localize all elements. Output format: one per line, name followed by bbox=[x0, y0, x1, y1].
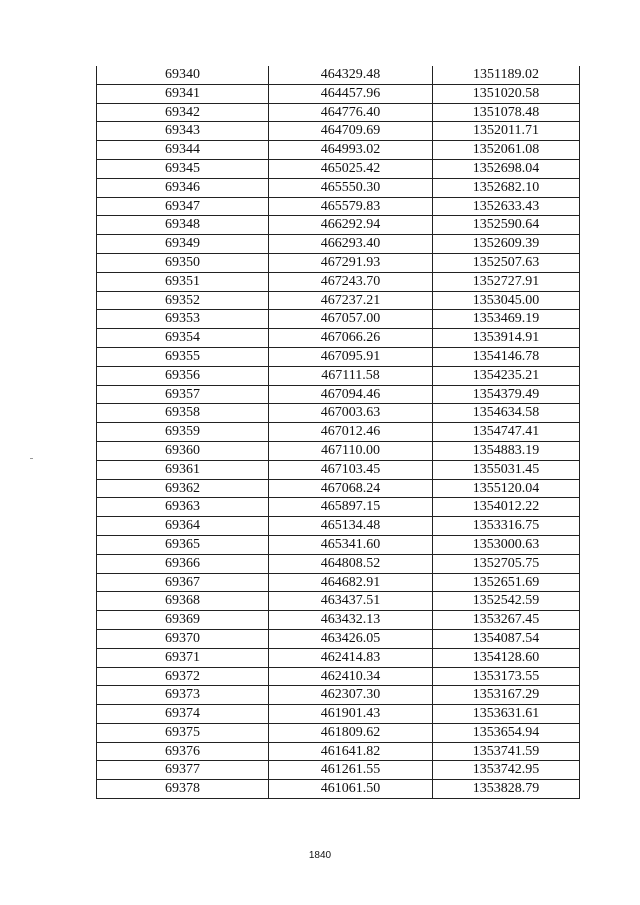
table-row bbox=[97, 423, 580, 442]
x-coordinate-cell: 461061.50 bbox=[269, 780, 433, 799]
y-coordinate-cell: 1354146.78 bbox=[433, 347, 580, 366]
point-id-cell: 69353 bbox=[97, 310, 269, 329]
y-coordinate-cell: 1354379.49 bbox=[433, 385, 580, 404]
table-row bbox=[97, 347, 580, 366]
x-coordinate-cell: 464776.40 bbox=[269, 103, 433, 122]
point-id-cell: 69364 bbox=[97, 517, 269, 536]
y-coordinate-cell: 1353167.29 bbox=[433, 686, 580, 705]
y-coordinate-cell: 1351020.58 bbox=[433, 84, 580, 103]
point-id-cell: 69365 bbox=[97, 535, 269, 554]
table-row bbox=[97, 742, 580, 761]
y-coordinate-cell: 1352590.64 bbox=[433, 216, 580, 235]
point-id-cell: 69359 bbox=[97, 423, 269, 442]
y-coordinate-cell: 1352682.10 bbox=[433, 178, 580, 197]
scan-mark bbox=[30, 458, 33, 459]
x-coordinate-cell: 462414.83 bbox=[269, 648, 433, 667]
point-id-cell: 69357 bbox=[97, 385, 269, 404]
page-number: 1840 bbox=[308, 850, 332, 861]
y-coordinate-cell: 1352705.75 bbox=[433, 554, 580, 573]
table-row bbox=[97, 197, 580, 216]
point-id-cell: 69360 bbox=[97, 441, 269, 460]
x-coordinate-cell: 461809.62 bbox=[269, 723, 433, 742]
table-row bbox=[97, 84, 580, 103]
y-coordinate-cell: 1352727.91 bbox=[433, 272, 580, 291]
y-coordinate-cell: 1352507.63 bbox=[433, 253, 580, 272]
y-coordinate-cell: 1353631.61 bbox=[433, 705, 580, 724]
point-id-cell: 69378 bbox=[97, 780, 269, 799]
x-coordinate-cell: 461901.43 bbox=[269, 705, 433, 724]
y-coordinate-cell: 1352011.71 bbox=[433, 122, 580, 141]
table-row bbox=[97, 235, 580, 254]
table-row bbox=[97, 629, 580, 648]
x-coordinate-cell: 464457.96 bbox=[269, 84, 433, 103]
x-coordinate-cell: 467110.00 bbox=[269, 441, 433, 460]
point-id-cell: 69377 bbox=[97, 761, 269, 780]
x-coordinate-cell: 467237.21 bbox=[269, 291, 433, 310]
y-coordinate-cell: 1354128.60 bbox=[433, 648, 580, 667]
table-row bbox=[97, 122, 580, 141]
x-coordinate-cell: 463432.13 bbox=[269, 611, 433, 630]
table-row bbox=[97, 141, 580, 160]
table-row bbox=[97, 441, 580, 460]
x-coordinate-cell: 467066.26 bbox=[269, 329, 433, 348]
point-id-cell: 69358 bbox=[97, 404, 269, 423]
table-row bbox=[97, 611, 580, 630]
table-row bbox=[97, 385, 580, 404]
point-id-cell: 69363 bbox=[97, 498, 269, 517]
table-row bbox=[97, 686, 580, 705]
y-coordinate-cell: 1354087.54 bbox=[433, 629, 580, 648]
table-row bbox=[97, 159, 580, 178]
table-row bbox=[97, 216, 580, 235]
x-coordinate-cell: 465897.15 bbox=[269, 498, 433, 517]
table-row bbox=[97, 498, 580, 517]
y-coordinate-cell: 1353316.75 bbox=[433, 517, 580, 536]
point-id-cell: 69362 bbox=[97, 479, 269, 498]
y-coordinate-cell: 1354883.19 bbox=[433, 441, 580, 460]
point-id-cell: 69347 bbox=[97, 197, 269, 216]
x-coordinate-cell: 462410.34 bbox=[269, 667, 433, 686]
x-coordinate-cell: 464329.48 bbox=[269, 66, 433, 84]
point-id-cell: 69352 bbox=[97, 291, 269, 310]
point-id-cell: 69346 bbox=[97, 178, 269, 197]
x-coordinate-cell: 467057.00 bbox=[269, 310, 433, 329]
table-row bbox=[97, 291, 580, 310]
point-id-cell: 69340 bbox=[97, 66, 269, 84]
x-coordinate-cell: 467003.63 bbox=[269, 404, 433, 423]
table-row bbox=[97, 66, 580, 84]
y-coordinate-cell: 1354634.58 bbox=[433, 404, 580, 423]
x-coordinate-cell: 465579.83 bbox=[269, 197, 433, 216]
point-id-cell: 69367 bbox=[97, 573, 269, 592]
x-coordinate-cell: 465134.48 bbox=[269, 517, 433, 536]
table-row bbox=[97, 705, 580, 724]
table-row bbox=[97, 723, 580, 742]
y-coordinate-cell: 1354747.41 bbox=[433, 423, 580, 442]
y-coordinate-cell: 1352633.43 bbox=[433, 197, 580, 216]
x-coordinate-cell: 464808.52 bbox=[269, 554, 433, 573]
x-coordinate-cell: 467012.46 bbox=[269, 423, 433, 442]
table-row bbox=[97, 517, 580, 536]
table-row bbox=[97, 329, 580, 348]
y-coordinate-cell: 1353045.00 bbox=[433, 291, 580, 310]
point-id-cell: 69354 bbox=[97, 329, 269, 348]
y-coordinate-cell: 1353267.45 bbox=[433, 611, 580, 630]
point-id-cell: 69349 bbox=[97, 235, 269, 254]
table-row bbox=[97, 103, 580, 122]
point-id-cell: 69373 bbox=[97, 686, 269, 705]
point-id-cell: 69350 bbox=[97, 253, 269, 272]
point-id-cell: 69342 bbox=[97, 103, 269, 122]
table-row bbox=[97, 592, 580, 611]
point-id-cell: 69375 bbox=[97, 723, 269, 742]
table-row bbox=[97, 648, 580, 667]
point-id-cell: 69344 bbox=[97, 141, 269, 160]
y-coordinate-cell: 1353914.91 bbox=[433, 329, 580, 348]
point-id-cell: 69355 bbox=[97, 347, 269, 366]
table-row bbox=[97, 535, 580, 554]
y-coordinate-cell: 1355031.45 bbox=[433, 460, 580, 479]
y-coordinate-cell: 1353741.59 bbox=[433, 742, 580, 761]
point-id-cell: 69369 bbox=[97, 611, 269, 630]
y-coordinate-cell: 1353654.94 bbox=[433, 723, 580, 742]
x-coordinate-cell: 465341.60 bbox=[269, 535, 433, 554]
x-coordinate-cell: 464993.02 bbox=[269, 141, 433, 160]
point-id-cell: 69345 bbox=[97, 159, 269, 178]
x-coordinate-cell: 467111.58 bbox=[269, 366, 433, 385]
x-coordinate-cell: 467243.70 bbox=[269, 272, 433, 291]
table-row bbox=[97, 404, 580, 423]
coordinates-table-body bbox=[97, 66, 580, 799]
y-coordinate-cell: 1353742.95 bbox=[433, 761, 580, 780]
x-coordinate-cell: 465550.30 bbox=[269, 178, 433, 197]
x-coordinate-cell: 466293.40 bbox=[269, 235, 433, 254]
table-row bbox=[97, 761, 580, 780]
table-row bbox=[97, 667, 580, 686]
x-coordinate-cell: 467095.91 bbox=[269, 347, 433, 366]
point-id-cell: 69366 bbox=[97, 554, 269, 573]
point-id-cell: 69343 bbox=[97, 122, 269, 141]
x-coordinate-cell: 463426.05 bbox=[269, 629, 433, 648]
point-id-cell: 69376 bbox=[97, 742, 269, 761]
x-coordinate-cell: 464709.69 bbox=[269, 122, 433, 141]
y-coordinate-cell: 1353828.79 bbox=[433, 780, 580, 799]
x-coordinate-cell: 464682.91 bbox=[269, 573, 433, 592]
x-coordinate-cell: 467291.93 bbox=[269, 253, 433, 272]
y-coordinate-cell: 1352061.08 bbox=[433, 141, 580, 160]
table-row bbox=[97, 178, 580, 197]
y-coordinate-cell: 1352542.59 bbox=[433, 592, 580, 611]
x-coordinate-cell: 467103.45 bbox=[269, 460, 433, 479]
point-id-cell: 69341 bbox=[97, 84, 269, 103]
x-coordinate-cell: 463437.51 bbox=[269, 592, 433, 611]
y-coordinate-cell: 1353000.63 bbox=[433, 535, 580, 554]
point-id-cell: 69372 bbox=[97, 667, 269, 686]
y-coordinate-cell: 1354012.22 bbox=[433, 498, 580, 517]
y-coordinate-cell: 1354235.21 bbox=[433, 366, 580, 385]
table-row bbox=[97, 780, 580, 799]
x-coordinate-cell: 467094.46 bbox=[269, 385, 433, 404]
y-coordinate-cell: 1355120.04 bbox=[433, 479, 580, 498]
table-row bbox=[97, 460, 580, 479]
y-coordinate-cell: 1352609.39 bbox=[433, 235, 580, 254]
coordinates-table bbox=[96, 66, 580, 799]
table-row bbox=[97, 310, 580, 329]
point-id-cell: 69374 bbox=[97, 705, 269, 724]
x-coordinate-cell: 465025.42 bbox=[269, 159, 433, 178]
y-coordinate-cell: 1352651.69 bbox=[433, 573, 580, 592]
coordinates-table-container bbox=[96, 66, 579, 799]
point-id-cell: 69361 bbox=[97, 460, 269, 479]
y-coordinate-cell: 1351189.02 bbox=[433, 66, 580, 84]
point-id-cell: 69368 bbox=[97, 592, 269, 611]
table-row bbox=[97, 573, 580, 592]
y-coordinate-cell: 1352698.04 bbox=[433, 159, 580, 178]
point-id-cell: 69348 bbox=[97, 216, 269, 235]
x-coordinate-cell: 461641.82 bbox=[269, 742, 433, 761]
table-row bbox=[97, 366, 580, 385]
y-coordinate-cell: 1353469.19 bbox=[433, 310, 580, 329]
x-coordinate-cell: 462307.30 bbox=[269, 686, 433, 705]
table-row bbox=[97, 554, 580, 573]
table-row bbox=[97, 479, 580, 498]
x-coordinate-cell: 467068.24 bbox=[269, 479, 433, 498]
table-row bbox=[97, 272, 580, 291]
point-id-cell: 69371 bbox=[97, 648, 269, 667]
x-coordinate-cell: 461261.55 bbox=[269, 761, 433, 780]
point-id-cell: 69370 bbox=[97, 629, 269, 648]
point-id-cell: 69351 bbox=[97, 272, 269, 291]
y-coordinate-cell: 1351078.48 bbox=[433, 103, 580, 122]
table-row bbox=[97, 253, 580, 272]
point-id-cell: 69356 bbox=[97, 366, 269, 385]
x-coordinate-cell: 466292.94 bbox=[269, 216, 433, 235]
y-coordinate-cell: 1353173.55 bbox=[433, 667, 580, 686]
